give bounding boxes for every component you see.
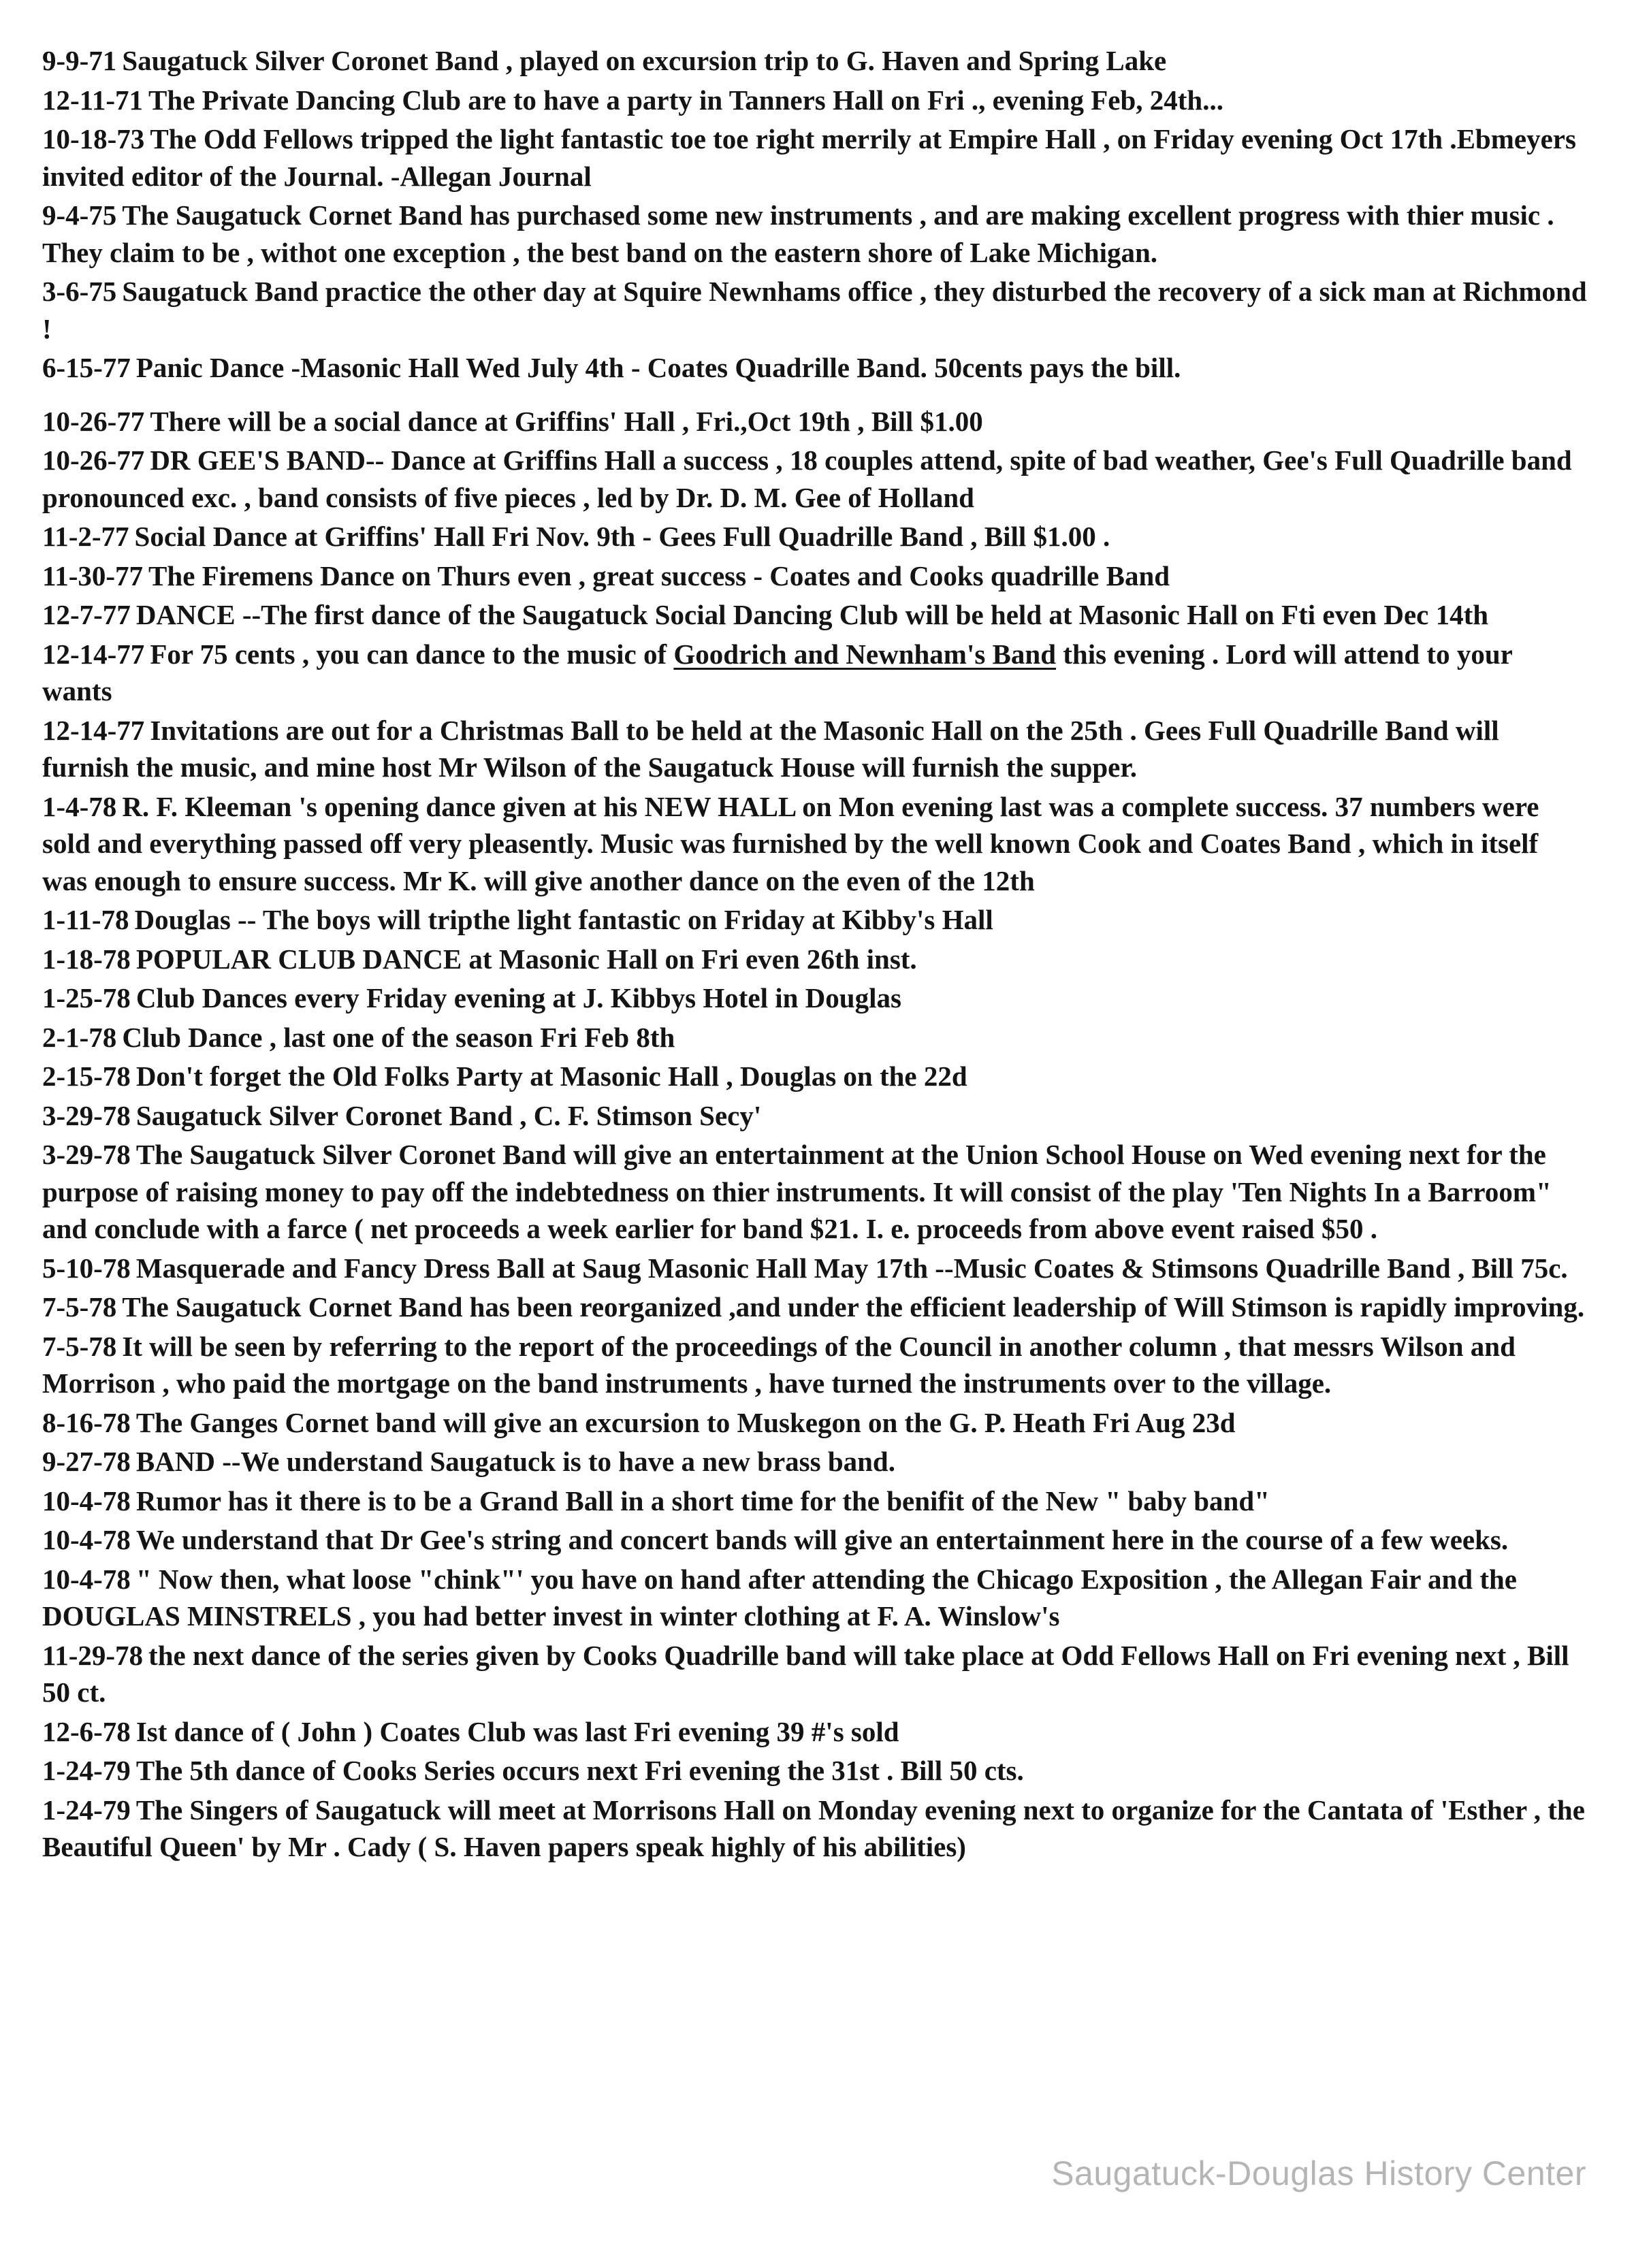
- entry-text: this evening . Lord will attend to your wants: [42, 638, 1513, 707]
- entry-list: [42, 42, 1588, 1866]
- entry: [42, 518, 1588, 555]
- entry: [42, 788, 1588, 900]
- entry-date: 8-16-78: [42, 1406, 131, 1438]
- entry: [42, 941, 1588, 978]
- entry-text: BAND --We understand Saugatuck is to have a new brass band.: [135, 1446, 895, 1477]
- entry: [42, 1058, 1588, 1095]
- entry-date: 11-29-78: [42, 1639, 144, 1671]
- entry-date: 7-5-78: [42, 1291, 117, 1323]
- entry: [42, 1561, 1588, 1635]
- entry-date: 12-14-77: [42, 638, 145, 670]
- entry-text: Club Dances every Friday evening at J. Kibbys Hotel in Douglas: [135, 982, 901, 1014]
- entry: [42, 1483, 1588, 1520]
- entry-text: Masquerade and Fancy Dress Ball at Saug Masonic Hall May 17th --Music Coates & Stimsons Quadrille Band , Bill 75c.: [135, 1252, 1568, 1284]
- entry: [42, 1443, 1588, 1480]
- entry: [42, 1019, 1588, 1056]
- entry-date: 10-4-78: [42, 1485, 131, 1517]
- entry: [42, 901, 1588, 939]
- entry-text: The Private Dancing Club are to have a party in Tanners Hall on Fri ., evening Feb, 24th...: [148, 84, 1223, 116]
- entry-text: The Firemens Dance on Thurs even , great success - Coates and Cooks quadrille Band: [148, 560, 1170, 592]
- entry-date: 1-4-78: [42, 790, 117, 822]
- entry-text: Club Dance , last one of the season Fri Feb 8th: [122, 1021, 675, 1053]
- entry-text: The Saugatuck Cornet Band has been reorganized ,and under the efficient leadership of Will Stimson is rapidly improving.: [122, 1291, 1585, 1323]
- entry: [42, 979, 1588, 1017]
- entry-text: For 75 cents , you can dance to the music of: [150, 638, 667, 670]
- entry-date: 5-10-78: [42, 1252, 131, 1284]
- entry-text: The Odd Fellows tripped the light fantastic toe toe right merrily at Empire Hall , on Friday evening Oct 17th .Ebmeyers invited editor of the Journal. -Allegan Journal: [42, 123, 1576, 192]
- entry-date: 1-24-79: [42, 1755, 131, 1786]
- entry-date: 6-15-77: [42, 352, 131, 383]
- entry-date: 11-30-77: [42, 560, 144, 592]
- entry-text: Ist dance of ( John ) Coates Club was last Fri evening 39 #'s sold: [135, 1715, 899, 1747]
- document-page: [42, 42, 1588, 1868]
- entry-text: Saugatuck Silver Coronet Band , played on excursion trip to G. Haven and Spring Lake: [122, 45, 1167, 76]
- entry-text: DR GEE'S BAND-- Dance at Griffins Hall a success , 18 couples attend, spite of bad weather, Gee's Full Quadrille band pronounced exc. , band consists of five pieces , led by Dr. D. M. Gee of Holland: [42, 444, 1572, 513]
- entry-date: 10-18-73: [42, 123, 145, 155]
- entry: [42, 120, 1588, 195]
- entry-text: Don't forget the Old Folks Party at Masonic Hall , Douglas on the 22d: [135, 1060, 967, 1092]
- entry: [42, 1250, 1588, 1287]
- entry-date: 3-29-78: [42, 1139, 131, 1170]
- entry-text: DANCE --The first dance of the Saugatuck Social Dancing Club will be held at Masonic Hall on Fti even Dec 14th: [135, 599, 1489, 630]
- entry-date: 12-11-71: [42, 84, 144, 116]
- entry-date: 3-6-75: [42, 276, 117, 307]
- entry-text: R. F. Kleeman 's opening dance given at his NEW HALL on Mon evening last was a complete success. 37 numbers were sold and everything passed off very pleasently. Music was furnished by the well known Cook and Coates Band , which in itself was enough to ensure success. Mr K. will give another dance on the even of the 12th: [42, 790, 1539, 896]
- entry-text: We understand that Dr Gee's string and concert bands will give an entertainment here in the course of a few weeks.: [135, 1524, 1509, 1555]
- watermark: Saugatuck-Douglas History Center: [1051, 2154, 1586, 2192]
- entry-date: 7-5-78: [42, 1330, 117, 1362]
- entry: [42, 1637, 1588, 1711]
- entry-text: There will be a social dance at Griffins' Hall , Fri.,Oct 19th , Bill $1.00: [150, 405, 983, 437]
- entry-date: 1-24-79: [42, 1794, 131, 1826]
- entry: [42, 1792, 1588, 1866]
- entry: [42, 596, 1588, 634]
- entry-date: 11-2-77: [42, 521, 129, 552]
- entry-date: 3-29-78: [42, 1099, 131, 1131]
- entry-date: 2-1-78: [42, 1021, 117, 1053]
- entry-text: The Saugatuck Cornet Band has purchased some new instruments , and are making excellent progress with thier music . They claim to be , withot one exception , the best band on the eastern shore of Lake Michigan.: [42, 199, 1554, 268]
- entry: [42, 197, 1588, 271]
- entry-date: 12-7-77: [42, 599, 131, 630]
- entry: [42, 1289, 1588, 1326]
- entry: [42, 557, 1588, 595]
- entry-date: 10-26-77: [42, 405, 145, 437]
- entry: [42, 636, 1588, 710]
- entry: [42, 82, 1588, 119]
- entry-text: Social Dance at Griffins' Hall Fri Nov. 9th - Gees Full Quadrille Band , Bill $1.00 .: [134, 521, 1110, 552]
- entry-text: The Ganges Cornet band will give an excursion to Muskegon on the G. P. Heath Fri Aug 23d: [135, 1406, 1236, 1438]
- entry: [42, 1521, 1588, 1559]
- entry-date: 12-6-78: [42, 1715, 131, 1747]
- entry: [42, 1097, 1588, 1135]
- entry-text: The 5th dance of Cooks Series occurs next Fri evening the 31st . Bill 50 cts.: [135, 1755, 1024, 1786]
- entry-date: 12-14-77: [42, 714, 145, 746]
- entry-date: 9-9-71: [42, 45, 117, 76]
- entry-date: 1-11-78: [42, 904, 129, 935]
- entry: [42, 712, 1588, 786]
- entry: [42, 273, 1588, 347]
- entry-date: 10-4-78: [42, 1524, 131, 1555]
- entry: [42, 1713, 1588, 1751]
- entry-text: Invitations are out for a Christmas Ball to be held at the Masonic Hall on the 25th . Gees Full Quadrille Band will furnish the music, and mine host Mr Wilson of the Saugatuck House will furnish the supper.: [42, 714, 1499, 783]
- entry-text: Saugatuck Band practice the other day at Squire Newnhams office , they disturbed the recovery of a sick man at Richmond !: [42, 276, 1587, 344]
- entry: [42, 1328, 1588, 1402]
- entry-date: 1-18-78: [42, 943, 131, 975]
- entry-text: It will be seen by referring to the report of the proceedings of the Council in another column , that messrs Wilson and Morrison , who paid the mortgage on the band instruments , have turned the instruments over to the village.: [42, 1330, 1516, 1399]
- entry-date: 2-15-78: [42, 1060, 131, 1092]
- entry: [42, 1404, 1588, 1442]
- entry: [42, 1752, 1588, 1789]
- entry-text: " Now then, what loose "chink"' you have on hand after attending the Chicago Exposition , the Allegan Fair and the DOUGLAS MINSTRELS , you had better invest in winter clothing at F. A. Winslow's: [42, 1563, 1517, 1632]
- entry-underlined-text: Goodrich and Newnham's Band: [673, 638, 1056, 670]
- entry-date: 9-27-78: [42, 1446, 131, 1477]
- entry-text: The Saugatuck Silver Coronet Band will give an entertainment at the Union School House on Wed evening next for the purpose of raising money to pay off the indebtedness on thier instruments. It will consist of the play 'Ten Nights In a Barroom" and conclude with a farce ( net proceeds a week earlier for band $21. I. e. proceeds from above event raised $50 .: [42, 1139, 1552, 1244]
- entry-text: Panic Dance -Masonic Hall Wed July 4th - Coates Quadrille Band. 50cents pays the bill.: [135, 352, 1181, 383]
- entry: [42, 403, 1588, 440]
- entry-text: Saugatuck Silver Coronet Band , C. F. Stimson Secy': [135, 1099, 762, 1131]
- entry-date: 10-26-77: [42, 444, 145, 476]
- entry: [42, 1136, 1588, 1248]
- entry: [42, 349, 1588, 387]
- entry-date: 10-4-78: [42, 1563, 131, 1595]
- entry-text: POPULAR CLUB DANCE at Masonic Hall on Fri even 26th inst.: [135, 943, 917, 975]
- entry: [42, 42, 1588, 80]
- entry-date: 1-25-78: [42, 982, 131, 1014]
- entry-text: Rumor has it there is to be a Grand Ball in a short time for the benifit of the New " baby band": [135, 1485, 1270, 1517]
- entry-text: Douglas -- The boys will tripthe light fantastic on Friday at Kibby's Hall: [134, 904, 993, 935]
- entry-date: 9-4-75: [42, 199, 117, 231]
- entry-text: The Singers of Saugatuck will meet at Morrisons Hall on Monday evening next to organize for the Cantata of 'Esther , the Beautiful Queen' by Mr . Cady ( S. Haven papers speak highly of his abilities): [42, 1794, 1585, 1862]
- entry: [42, 442, 1588, 516]
- entry-text: the next dance of the series given by Cooks Quadrille band will take place at Odd Fellows Hall on Fri evening next , Bill 50 ct.: [42, 1639, 1569, 1708]
